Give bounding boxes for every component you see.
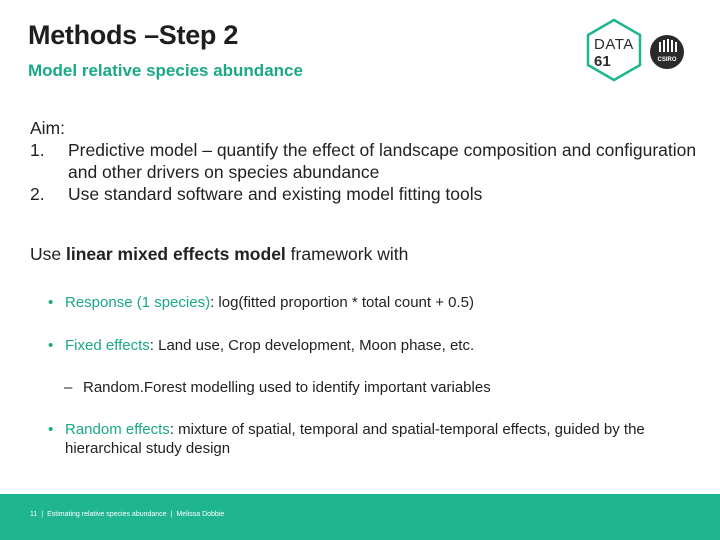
bullet-response [48, 293, 688, 312]
framework-prefix: Use [30, 244, 66, 264]
bullet-key: Response (1 species) [65, 294, 211, 311]
aim-label: Aim: [30, 118, 65, 138]
framework-model-name: linear mixed effects model [65, 244, 286, 264]
footer-bar [0, 494, 720, 540]
aim-item-number: 2. [30, 184, 45, 204]
sub-bullet-text: Random.Forest modelling used to identify important variables [83, 379, 491, 396]
data61-logo-text-line1: DATA [594, 36, 634, 53]
aim-item [30, 139, 700, 183]
footer-title: Estimating relative species abundance [47, 511, 167, 518]
data61-logo-text-line2: 61 [594, 53, 611, 70]
footer-page-number: 11 [30, 511, 38, 518]
sub-bullet-random-forest [64, 378, 491, 397]
logo-area [585, 18, 700, 82]
footer-separator: | [170, 511, 173, 518]
bullet-random-effects [48, 420, 708, 458]
framework-suffix: framework with [285, 244, 409, 264]
data61-logo [585, 18, 643, 82]
bullet-text: : log(fitted proportion * total count + 0.5) [210, 294, 474, 311]
bullet-dot-icon: • [48, 337, 54, 354]
aim-list [30, 139, 700, 205]
bullet-key: Random effects [65, 421, 170, 438]
aim-item-number: 1. [30, 140, 45, 160]
aim-item [30, 183, 700, 205]
csiro-logo [649, 34, 685, 70]
aim-item-text: Predictive model – quantify the effect of landscape composition and configuration and other drivers on species abundance [68, 140, 697, 182]
aim-section [30, 117, 700, 205]
bullet-text: : mixture of spatial, temporal and spatial-temporal effects, guided by the hierarchical study design [65, 421, 645, 457]
footer-author: Melissa Dobbie [176, 511, 225, 518]
csiro-logo-text: CSIRO [657, 57, 677, 63]
bullet-key: Fixed effects [65, 337, 150, 354]
footer-separator: | [41, 511, 44, 518]
bullet-fixed-effects [48, 336, 688, 355]
sub-bullet-dash: – [64, 379, 73, 396]
aim-item-text: Use standard software and existing model fitting tools [68, 184, 483, 204]
framework-line [30, 244, 408, 265]
bullet-dot-icon: • [48, 294, 54, 311]
footer-text [30, 510, 224, 520]
slide-subtitle: Model relative species abundance [28, 61, 303, 80]
bullet-text: : Land use, Crop development, Moon phase, etc. [149, 337, 475, 354]
slide-title: Methods –Step 2 [28, 20, 239, 50]
bullet-dot-icon: • [48, 421, 54, 438]
